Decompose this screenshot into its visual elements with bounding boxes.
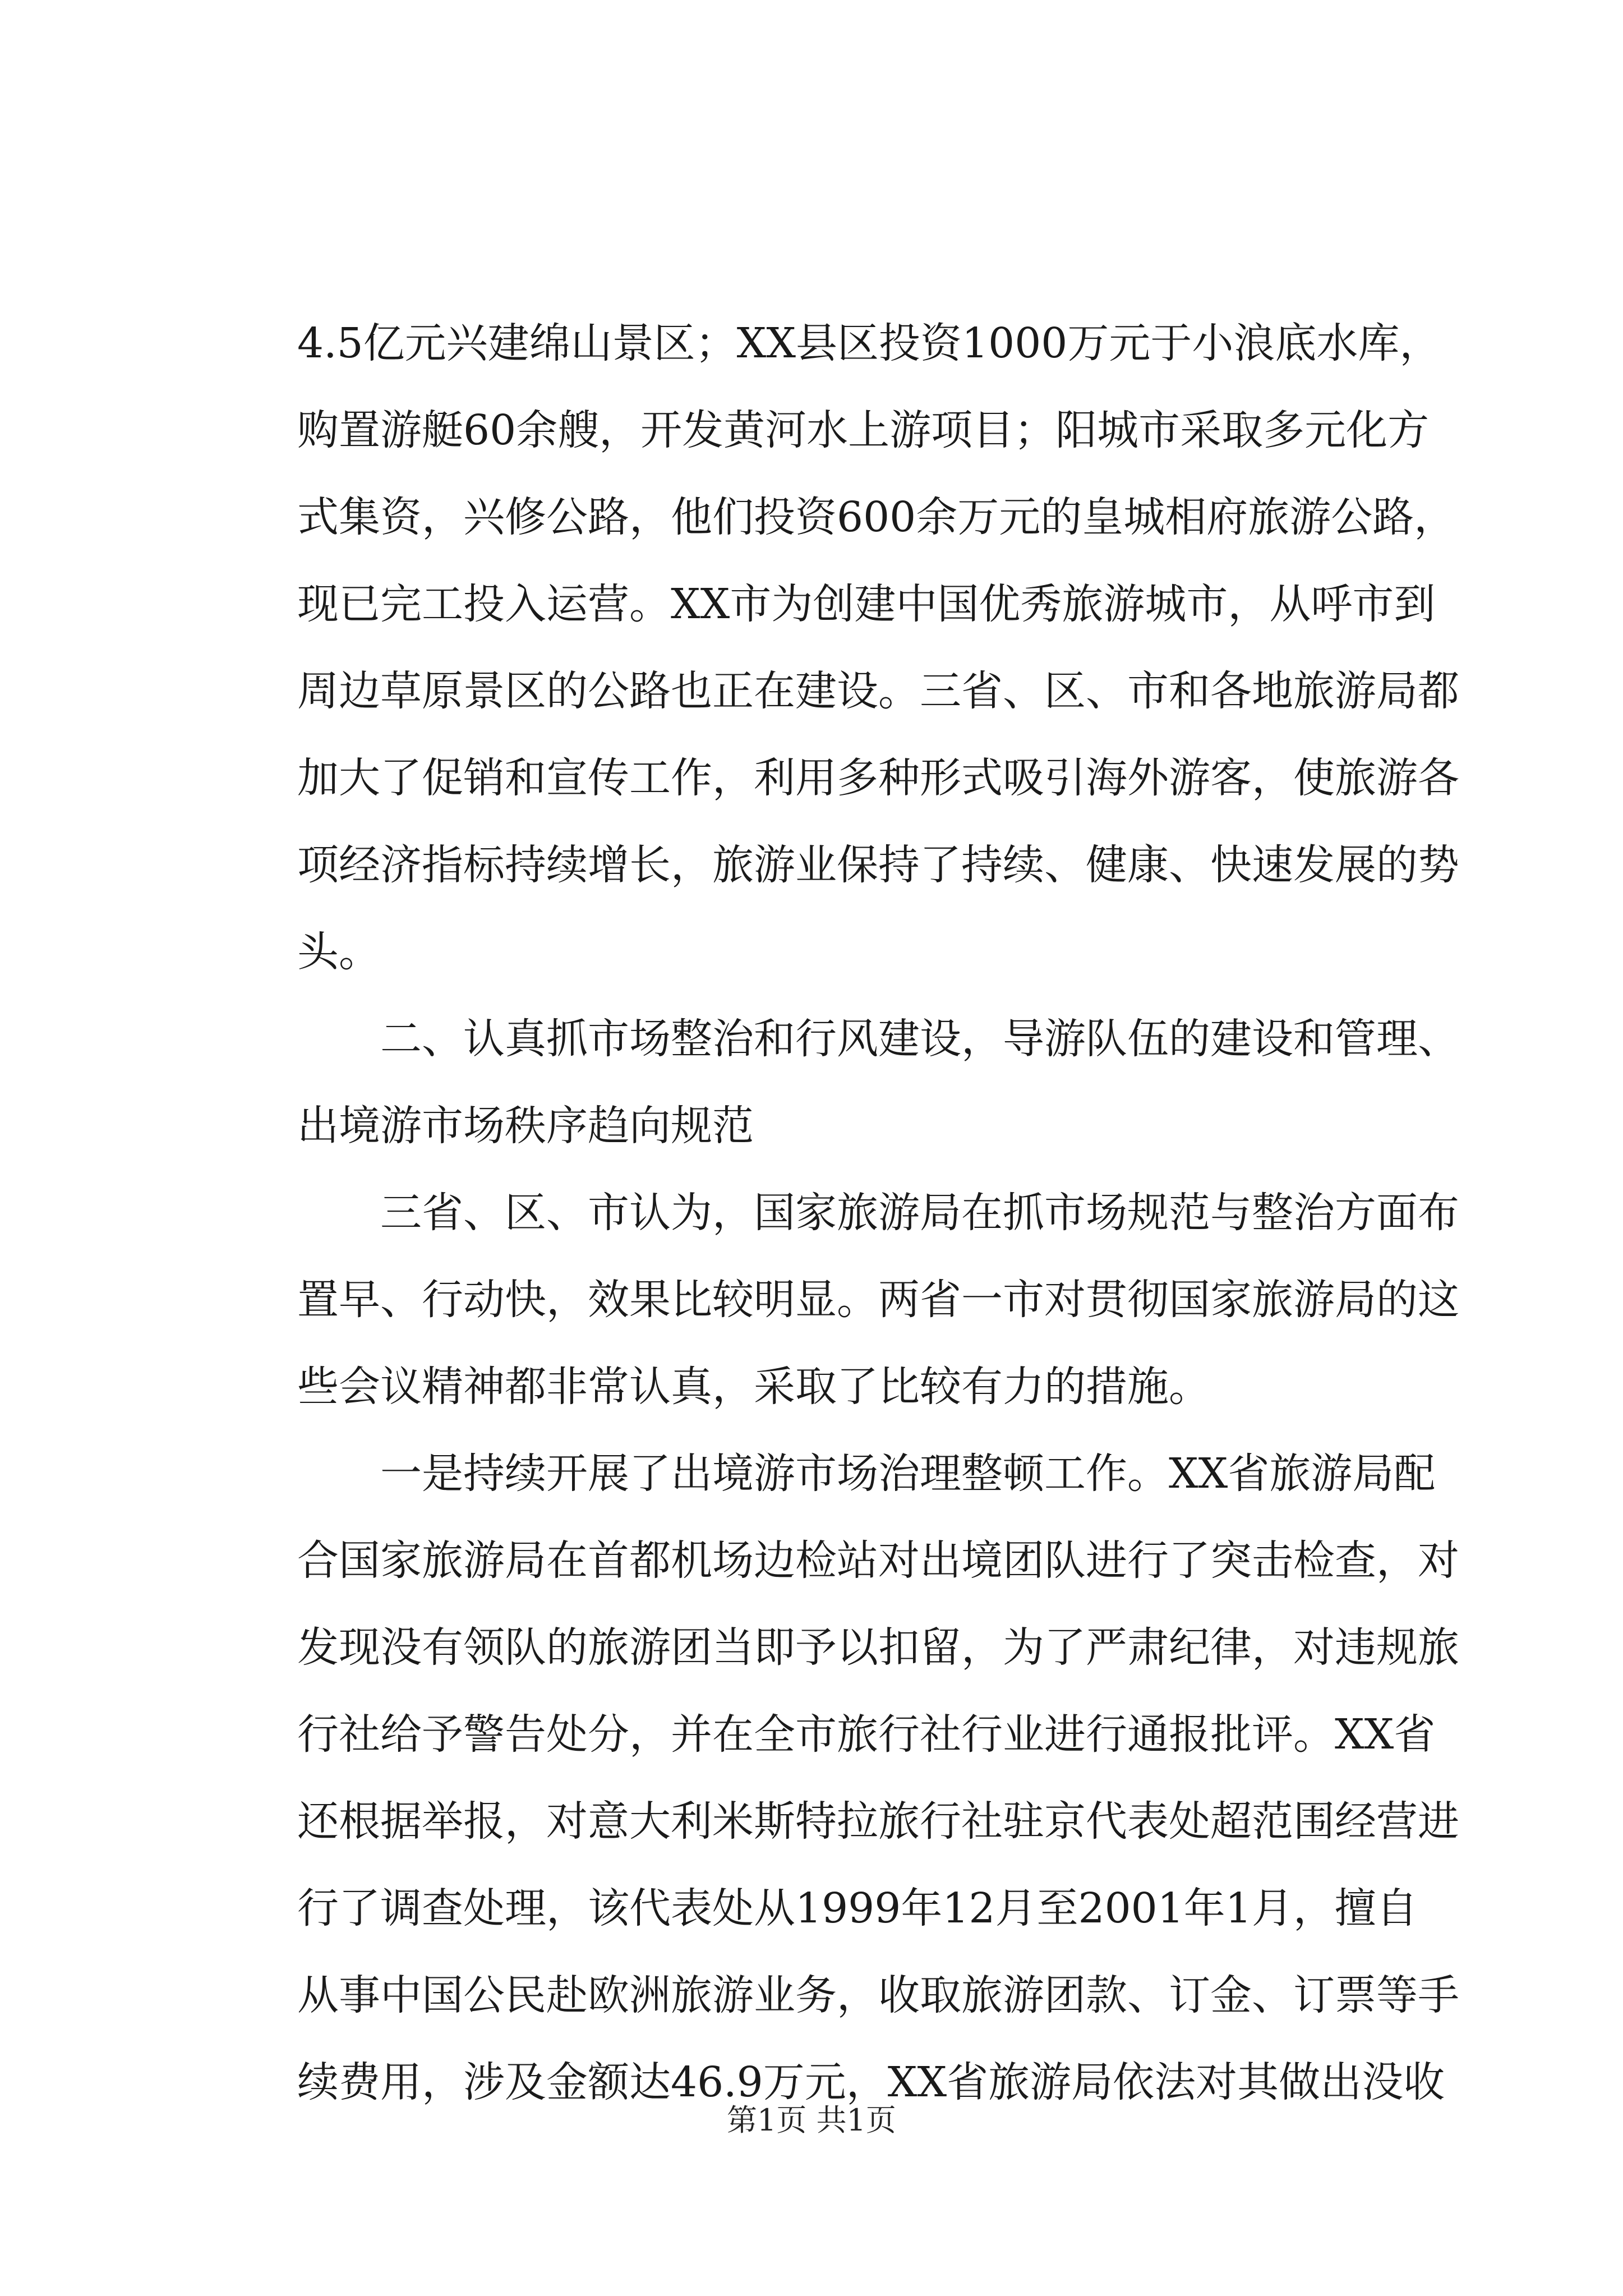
text-line: 出境游市场秩序趋向规范: [297, 1102, 754, 1150]
text-line: 置早、行动快，效果比较明显。两省一市对贯彻国家旅游局的这: [297, 1276, 1459, 1324]
text-line: 续费用，涉及金额达46.9万元，XX省旅游局依法对其做出没收: [297, 2058, 1445, 2106]
paragraph-investment: [297, 300, 1459, 996]
text-line: 项经济指标持续增长，旅游业保持了持续、健康、快速发展的势: [297, 841, 1459, 889]
text-line: 头。: [297, 928, 380, 976]
paragraph-market-regulation: [297, 1170, 1459, 1430]
text-line: 购置游艇60余艘，开发黄河水上游项目；阳城市采取多元化方: [297, 406, 1430, 454]
text-line: 行社给予警告处分，并在全市旅行社行业进行通报批评。XX省: [297, 1710, 1436, 1759]
text-line: 还根据举报，对意大利米斯特拉旅行社驻京代表处超范围经营进: [297, 1797, 1459, 1846]
text-line: 三省、区、市认为，国家旅游局在抓市场规范与整治方面布: [380, 1189, 1459, 1237]
text-line: 一是持续开展了出境游市场治理整顿工作。XX省旅游局配: [380, 1450, 1436, 1498]
text-line: 发现没有领队的旅游团当即予以扣留，为了严肃纪律，对违规旅: [297, 1623, 1459, 1672]
text-line: 现已完工投入运营。XX市为创建中国优秀旅游城市，从呼市到: [297, 580, 1436, 628]
text-line: 些会议精神都非常认真，采取了比较有力的措施。: [297, 1363, 1210, 1411]
text-line: 从事中国公民赴欧洲旅游业务，收取旅游团款、订金、订票等手: [297, 1971, 1459, 2019]
paragraph-outbound-rectification: [297, 1430, 1459, 2126]
text-line: 二、认真抓市场整治和行风建设，导游队伍的建设和管理、: [380, 1015, 1459, 1063]
text-line: 周边草原景区的公路也正在建设。三省、区、市和各地旅游局都: [297, 667, 1459, 715]
text-line: 式集资，兴修公路，他们投资600余万元的皇城相府旅游公路，: [297, 493, 1456, 541]
page-number-label: 第1页 共1页: [727, 2102, 896, 2138]
document-body: [297, 300, 1459, 2126]
text-line: 4.5亿元兴建绵山景区；XX县区投资1000万元于小浪底水库，: [297, 319, 1441, 367]
text-line: 行了调查处理，该代表处从1999年12月至2001年1月，擅自: [297, 1884, 1418, 1932]
page-footer: [0, 2101, 1623, 2140]
section-heading: [297, 996, 1459, 1170]
text-line: 合国家旅游局在首都机场边检站对出境团队进行了突击检查，对: [297, 1536, 1459, 1585]
text-line: 加大了促销和宣传工作，利用多种形式吸引海外游客，使旅游各: [297, 754, 1459, 802]
